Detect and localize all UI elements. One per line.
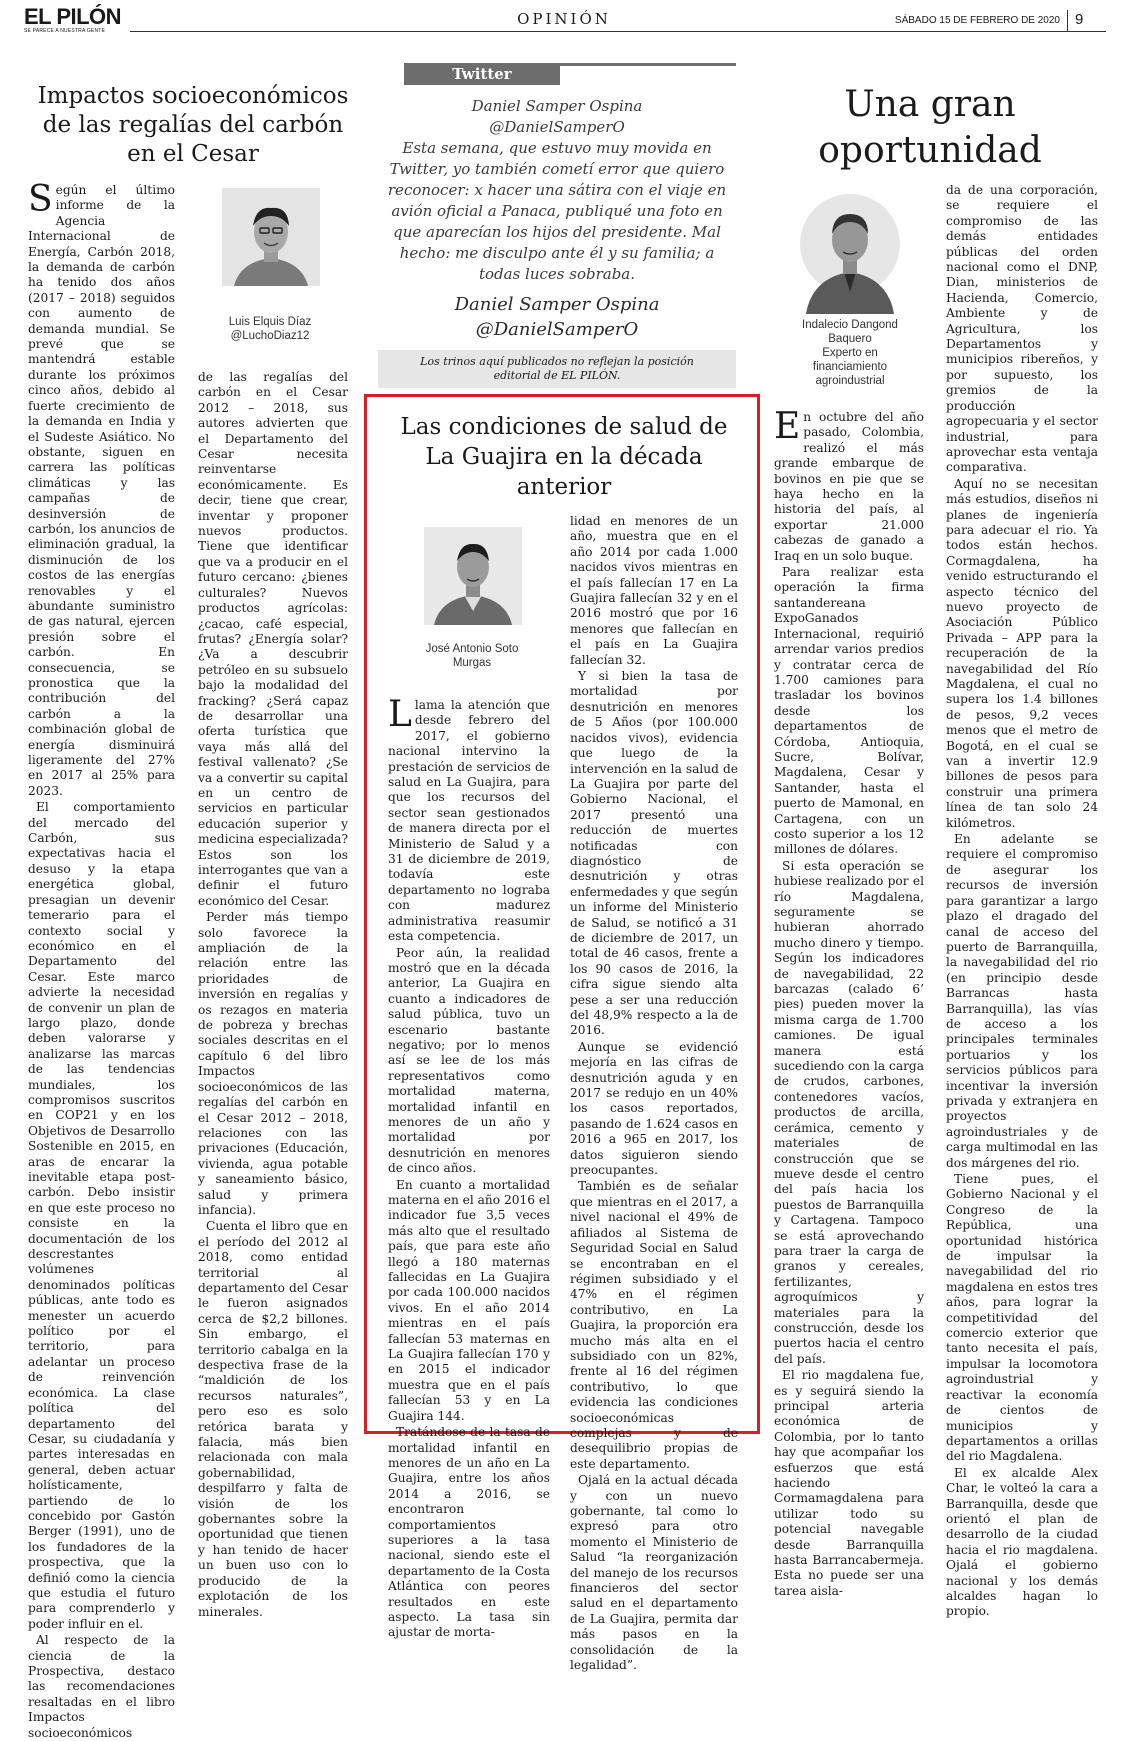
article2-paragraph: Aunque se evidenció mejoría en las cifras de desnutrición aguda y en 2017 se redujo en un 40% los casos reportados, pasando de 1.624 casos en 2016 a 965 en 2017, los datos siguieron siendo preocupantes.	[570, 1039, 738, 1178]
article1-paragraph: Perder más tiempo solo favorece la ampliación de la relación entre las prioridades de inversión en regalías y os rezagos en materia de pobreza y brechas sociales descritas en el capítulo 6 del libro Impactos socioeconómicos de las regalías del carbón en el Cesar 2012 – 2018, relaciones con las privaciones (Educación, vivienda, agua potable y saneamiento básico, salud y primera infancia).	[198, 910, 348, 1217]
article3-title: Una gran oportunidad	[818, 84, 1042, 171]
article1-paragraph: Según el último informe de la Agencia Internacional de Energía, Carbón 2018, la demanda de carbón ha tenido dos años (2017 – 2018) seguidos con aumento de demanda mundial. Se prevé que se mantendrá estable durante los próximos cinco años, debido al fuerte crecimiento de la demanda en India y el Sudeste Asiático. No obstante, siguen en carrera las políticas climáticas y las campañas de desinversión de carbón, los anuncios de eliminación gradual, la disminución de los costos de las energías renovables y el abundante suministro de gas natural, ejercen presión sobre el carbón. En consecuencia, se pronostica que la contribución del carbón a la combinación global de energía disminuirá ligeramente del 27% en 2017 al 25% para 2023.	[28, 179, 175, 798]
article2-author-caption: José Antonio Soto Murgas	[425, 643, 519, 669]
article3-paragraph: El rio magdalena fue, es y seguirá siendo la principal arteria económica de Colombia, por lo tanto hay que acompañar los esfuerzos que está haciendo Cormamagdalena para utilizar todo su potencial navegable desde Barranquilla hasta Barrancabermeja. Esta no puede ser una tarea aisla-	[774, 1368, 924, 1598]
article1-paragraph: Al respecto de la ciencia de la Prospectiva, destaco las recomendaciones resaltadas en el libro Impactos socioeconómicos	[28, 1633, 175, 1740]
article3-paragraph: En adelante se requiere el compromiso de asegurar los recursos de inversión para garantizar a largo plazo el dragado del canal de acceso del puerto de Barranquilla, la navegabilidad del rio (en principio desde Barrancas hasta Barranquilla), las vías de acceso a los principales terminales portuarios y los servicios públicos para incentivar la inversión privada y extranjera en proyectos agroindustriales y de carga multimodal en las dos márgenes del rio.	[946, 832, 1098, 1170]
logo-tagline: SE PARECE A NUESTRA GENTE	[24, 28, 106, 34]
twitter-signature-name: Daniel Samper Ospina	[454, 294, 660, 315]
article2-paragraph: Tratándose de la tasa de mortalidad infantil en menores de un año en La Guajira, entre los años 2014 a 2016, se encontraron comportamientos superiores a la tasa nacional, siendo este el departamento de la Costa Atlántica con peores resultados en este aspecto. La tasa sin ajustar de morta-	[388, 1425, 550, 1640]
twitter-handle: @DanielSamperO	[489, 118, 625, 136]
article1-dropcap: S	[28, 179, 53, 220]
article3-column1	[774, 406, 924, 1598]
article1-title: Impactos socioeconómicos de las regalías del carbón en el Cesar	[37, 83, 349, 167]
twitter-tab	[404, 63, 560, 85]
article3-column2	[946, 183, 1098, 1619]
article3-paragraph: da de una corporación, se requiere el compromiso de las demás entidades públicas del orden nacional como el DNP, Dian, ministerios de Hacienda, Comercio, Ambiente y de Agricultura, los Departamentos y municipios ribereños, y por supuesto, los gremios de la producción agropecuaria y el sector industrial, para aprovechar esta ventaja comparativa.	[946, 183, 1098, 475]
article1-author-caption	[205, 315, 335, 343]
article3-author-role: Experto en financiamiento agroindustrial	[812, 347, 888, 387]
article1-author-handle: @LuchoDiaz12	[230, 330, 310, 342]
article3-author-photo	[800, 188, 900, 314]
article2-paragraph: lidad en menores de un año, muestra que en el año 2014 por cada 1.000 nacidos vivos mientras en el país fallecían 17 en La Guajira fallecían 32 y en el 2016 mostró que por 16 menores que fallecían en el país en La Guajira fallecían 32.	[570, 514, 738, 667]
article3-paragraph: El ex alcalde Alex Char, le volteó la cara a Barranquilla, desde que orientó el plan de desarrollo de la ciudad hacia el rio magdalena. Ojalá el gobierno nacional y los demás alcaldes hagan lo propio.	[946, 1465, 1098, 1619]
twitter-signature	[378, 292, 736, 342]
logo-text: EL PILÓN	[24, 4, 122, 29]
twitter-disclaimer-text: Los trinos aquí publicados no reflejan la posición editorial de EL PILÓN.	[420, 355, 694, 382]
article2-dropcap: L	[388, 694, 412, 735]
twitter-author: Daniel Samper Ospina	[471, 97, 643, 115]
article2-paragraph: También es de señalar que mientras en el 2017, a nivel nacional el 49% de afiliados al Sistema de Seguridad Social en Salud se encontraban en el régimen subsidiado y el 47% en el régimen contributivo, en La Guajira, la proporción era mucho más alta en el subsidiado con un 82%, frente al 16 del régimen contributivo, lo que evidencia las condiciones socioeconómicas complejas y de desequilibrio propias de este departamento.	[570, 1179, 738, 1471]
logo	[24, 6, 134, 34]
article3-paragraph: Para realizar esta operación la firma santandereana ExpoGanados Internacional, requirió arrendar varios predios y contratar cerca de 1.700 camiones para trasladar los bovinos desde los departamentos de Córdoba, Antioquia, Sucre, Bolívar, Magdalena, Cesar y Santander, hasta el puerto de Mamonal, en Cartagena, con un costo superior a los 12 millones de dólares.	[774, 565, 924, 857]
article2-paragraph: En cuanto a mortalidad materna en el año 2016 el indicador fue 3,5 veces más alto que el resultado país, que para este año llegó a 180 maternas fallecidas en La Guajira por cada 100.000 nacidos vivos. En el año 2014 mientras en el país fallecían 53 maternas en La Guajira fallecían 170 y en 2015 el indicador muestra que en el país fallecían 53 y en La Guajira 144.	[388, 1177, 550, 1423]
tweet-text: Esta semana, que estuvo muy movida en Twitter, yo también cometí error que quiero reconocer: x hacer una sátira con el viaje en avión oficial a Panaca, publiqué una foto en que aparecían los hijos del presidente. Mal hecho: me disculpo ante él y su familia; a todas luces sobraba.	[387, 139, 727, 283]
article1-author-photo	[222, 188, 320, 286]
article1-author-name: Luis Elquis Díaz	[228, 316, 312, 328]
article2-paragraph: Llama la atención que desde febrero del 2017, el gobierno nacional intervino la prestación de servicios de salud en La Guajira, para que los recursos del sector sean gestionados de manera directa por el Ministerio de Salud y a 31 de diciembre de 2019, todavía este departamento no lograba con madurez administrativa reasumir esta competencia.	[388, 694, 550, 944]
article2-author-photo	[424, 527, 522, 625]
article2-column2	[570, 514, 738, 1673]
article3-paragraph: En octubre del año pasado, Colombia, realizó el más grande embarque de bovinos en pie que se haya hecho en la historia del país, al exportar 21.000 cabezas de ganado a Iraq en un solo buque.	[774, 406, 924, 563]
twitter-tweet-block	[378, 96, 736, 285]
article1-column2	[198, 370, 348, 1619]
twitter-disclaimer	[378, 350, 736, 388]
article2-title: Las condiciones de salud de La Guajira en la década anterior	[400, 414, 728, 500]
date-divider	[1067, 10, 1068, 32]
twitter-tab-label: Twitter	[452, 65, 512, 83]
article3-author-name: Indalecio Dangond Baquero	[802, 319, 898, 345]
article1-paragraph: El comportamiento del mercado del Carbón, sus expectativas hacia el desuso y la etapa energética global, presagian un devenir temerario para el contexto social y económico en el Departamento del Cesar. Este marco advierte la necesidad de convenir un plan de largo plazo, donde deben valorarse y analizarse las marcas de las tendencias mundiales, los compromisos suscritos en COP21 y en los Objetivos de Desarrollo Sostenible en 2015, en aras de encarar la inevitable etapa post-carbón. Debo insistir en que este proceso no consiste en la documentación de los descrestantes volúmenes denominados políticas públicas, ante todo es menester un acuerdo político por el territorio, para adelantar un proceso de reinvención económica. La clase política del departamento del Cesar, su ciudadanía y partes interesadas en general, deben actuar holísticamente, partiendo de lo concebido por Gastón Berger (1991), uno de los fundadores de la prospectiva, que la definió como la ciencia que estudia el futuro para comprenderlo y poder influir en el.	[28, 800, 175, 1631]
article3-paragraph: Aquí no se necesitan más estudios, diseños ni planes de ingeniería para adecuar el rio. Ya todos están hechos. Cormagdalena, ha venido estructurando el aspecto técnico del nuevo proyecto de Asociación Público Privada – APP para la recuperación de la navegabilidad del Río Magdalena, el cual no supera los 1.4 billones de pesos, 9,2 veces menos que el metro de Bogotá, en el cual se van a invertir 12.9 billones de pesos para construir una primera línea de tan solo 24 kilómetros.	[946, 476, 1098, 830]
masthead-rule	[130, 31, 1106, 32]
twitter-tab-rule	[560, 63, 736, 66]
article2-paragraph: Peor aún, la realidad mostró que en la década anterior, La Guajira en cuanto a indicadores de salud pública, tuvo un escenario bastante negativo; por lo menos así se lee de los más representativos como mortalidad materna, mortalidad infantil en menores de un año y mortalidad por desnutrición en menores de cinco años.	[388, 945, 550, 1176]
twitter-signature-handle: @DanielSamperO	[475, 319, 639, 340]
page-number: 9	[1075, 11, 1084, 28]
article2-paragraph: Y si bien la tasa de mortalidad por desnutrición en menores de 5 Años (por 100.000 nacidos vivos), evidencia que luego de la intervención en la salud de La Guajira por parte del Gobierno Nacional, el 2017 presentó una reducción de muertes notificadas con diagnóstico de desnutrición y otras enfermedades y que según un informe del Ministerio de Salud, se notificó a 31 de diciembre de 2017, un total de 46 casos, frente a los 90 casos de 2016, la cifra sigue siendo alta pese a ser una reducción del 48,9% respecto a la de 2016.	[570, 669, 738, 1038]
article1-paragraph: de las regalías del carbón en el Cesar 2012 – 2018, sus autores advierten que el Departamento del Cesar necesita reinventarse económicamente. Es decir, tiene que crear, inventar y proponer nuevos productos. Tiene que identificar que va a producir en el futuro cercano: ¿bienes culturales? Nuevos productos agrícolas: ¿cacao, café especial, frutas? ¿Energía solar? ¿Va a descubrir petróleo en su subsuelo bajo la modalidad del fracking? ¿Será capaz de desarrollar una oferta turística que vaya más allá del festival vallenato? ¿Se va a convertir su capital en un centro de servicios en particular educación superior y medicina especializada? Estos son los interrogantes que van a definir el futuro económico del Cesar.	[198, 370, 348, 908]
article2-column1	[388, 694, 550, 1640]
article1-column1	[28, 179, 175, 1740]
article3-paragraph: Si esta operación se hubiese realizado por el río Magdalena, seguramente se hubieran ahorrado mucho dinero y tiempo. Según los indicadores de navegabilidad, 22 barcazas (calado 6’ pies) pueden mover la misma carga de 1.700 camiones. De igual manera está sucediendo con la carga de crudos, carbones, contenedores vacíos, productos de arcilla, cerámica, cemento y materiales de construcción que se mueve desde el centro del país hacia los puestos de Barranquilla y Cartagena. Tampoco se está aprovechando para traer la carga de granos y cereales, fertilizantes, agroquímicos y materiales para la construcción, desde los puertos hacia el centro del país.	[774, 858, 924, 1366]
article3-dropcap: E	[774, 406, 801, 447]
article3-paragraph: Tiene pues, el Gobierno Nacional y el Congreso de la República, una oportunidad histórica de impulsar la navegabilidad del rio magdalena en estos tres años, para lograr la competitividad del comercio exterior que tanto necesita el país, impulsar la locomotora agroindustrial y reactivar la economía de cientos de municipios y departamentos a orillas del rio Magdalena.	[946, 1172, 1098, 1464]
article3-author-caption	[784, 318, 916, 388]
article1-paragraph: Cuenta el libro que en el período del 2012 al 2018, como entidad territorial al departamento del Cesar le fueron asignados cerca de $2,2 billones. Sin embargo, el territorio cabalga en la despectiva frase de la “maldición de los recursos naturales”, pero eso es solo retórica barata y falacia, más bien relacionada con mala gobernabilidad, despilfarro y falta de visión de los gobernantes sobre la oportunidad que tienen y han tenido de hacer un buen uso con lo producido de la explotación de los minerales.	[198, 1219, 348, 1619]
article2-paragraph: Ojalá en la actual década y con un nuevo gobernante, tal como lo expresó para otro momento el Ministerio de Salud “la reorganización del manejo de los recursos financieros del sector salud en el departamento de La Guajira, permita dar más pasos en la consolidación de la legalidad”.	[570, 1473, 738, 1673]
issue-date: SÁBADO 15 DE FEBRERO DE 2020	[894, 15, 1060, 26]
section-label: OPINIÓN	[517, 10, 611, 28]
